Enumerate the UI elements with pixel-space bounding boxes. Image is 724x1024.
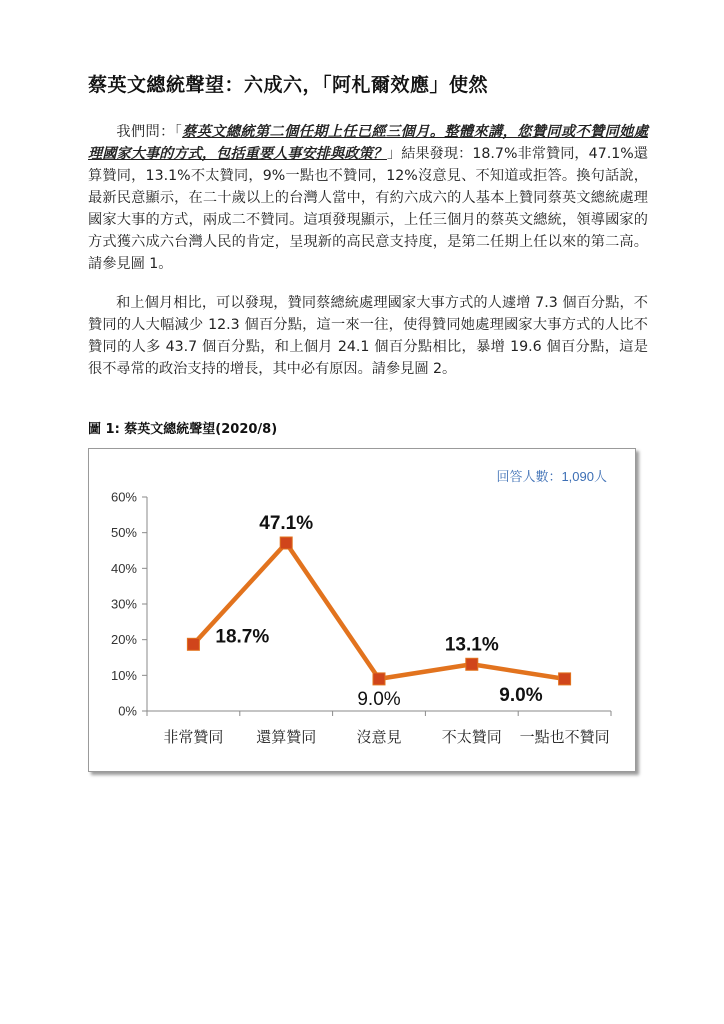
data-label: 18.7% [215, 626, 270, 648]
y-tick-label: 20% [110, 632, 137, 648]
figure-caption: 圖 1: 蔡英文總統聲望(2020/8) [88, 422, 278, 437]
x-category-label: 沒意見 [356, 728, 402, 746]
paragraph-2 [88, 292, 648, 380]
y-tick-label: 10% [110, 667, 137, 683]
x-category-label: 還算贊同 [256, 728, 317, 746]
data-label: 9.0% [499, 684, 543, 706]
y-tick-label: 30% [110, 596, 137, 612]
survey-question: 蔡英文總統第二個任期上任已經三個月。整體來講，您贊同或不贊同她處理國家大事的方式，包括重要人事安排與政策？ [88, 124, 648, 162]
data-label: 13.1% [444, 634, 499, 656]
chart-frame [88, 448, 636, 772]
series-approval [187, 537, 570, 685]
x-category-label: 不太贊同 [441, 728, 502, 746]
data-label: 47.1% [259, 513, 314, 535]
y-tick-label: 60% [110, 489, 137, 505]
approval-line-chart [89, 449, 635, 771]
paragraph-1 [88, 121, 648, 275]
data-point-marker [373, 673, 385, 685]
x-category-label: 一點也不贊同 [519, 728, 610, 746]
data-point-marker [187, 638, 199, 650]
paragraph-1-body: 」結果發現：18.7%非常贊同，47.1%還算贊同，13.1%不太贊同，9%一點也不贊同，12%沒意見、不知道或拒答。換句話說，最新民意顯示，在二十歲以上的台灣人當中，有約六成六的人基本上贊同蔡英文總統處理國家大事的方式，兩成二不贊同。這項發現顯示，上任三個月的蔡英文總統，領導國家的方式獲六成六台灣人民的肯定，呈現新的高民意支持度，是第二任期上任以來的第二高。請參見圖 1。 [88, 146, 648, 272]
paragraph-2-text: 和上個月相比，可以發現，贊同蔡總統處理國家大事方式的人遽增 7.3 個百分點，不贊同的人大幅減少 12.3 個百分點，這一來一往，使得贊同她處理國家大事方式的人比不贊同的人多 43.7 個百分點，和上個月 24.1 個百分點相比，暴增 19.6 個百分點，這是很不尋常的政治支持的增長，其中必有原因。請參見圖 2。 [88, 295, 648, 377]
data-point-marker [280, 537, 292, 549]
y-tick-label: 0% [118, 703, 137, 719]
paragraph-1-lead: 我們問：「 [116, 124, 183, 140]
respondent-count-annotation: 回答人數：1,090人 [496, 469, 607, 484]
data-point-marker [466, 658, 478, 670]
y-axis [111, 490, 147, 719]
data-label: 9.0% [357, 688, 401, 710]
y-tick-label: 50% [110, 525, 137, 541]
data-point-marker [559, 673, 571, 685]
x-axis [147, 711, 611, 746]
y-tick-label: 40% [110, 560, 137, 576]
x-category-label: 非常贊同 [163, 728, 224, 746]
document-title: 蔡英文總統聲望：六成六，「阿札爾效應」使然 [88, 74, 489, 96]
series-line [193, 543, 564, 679]
